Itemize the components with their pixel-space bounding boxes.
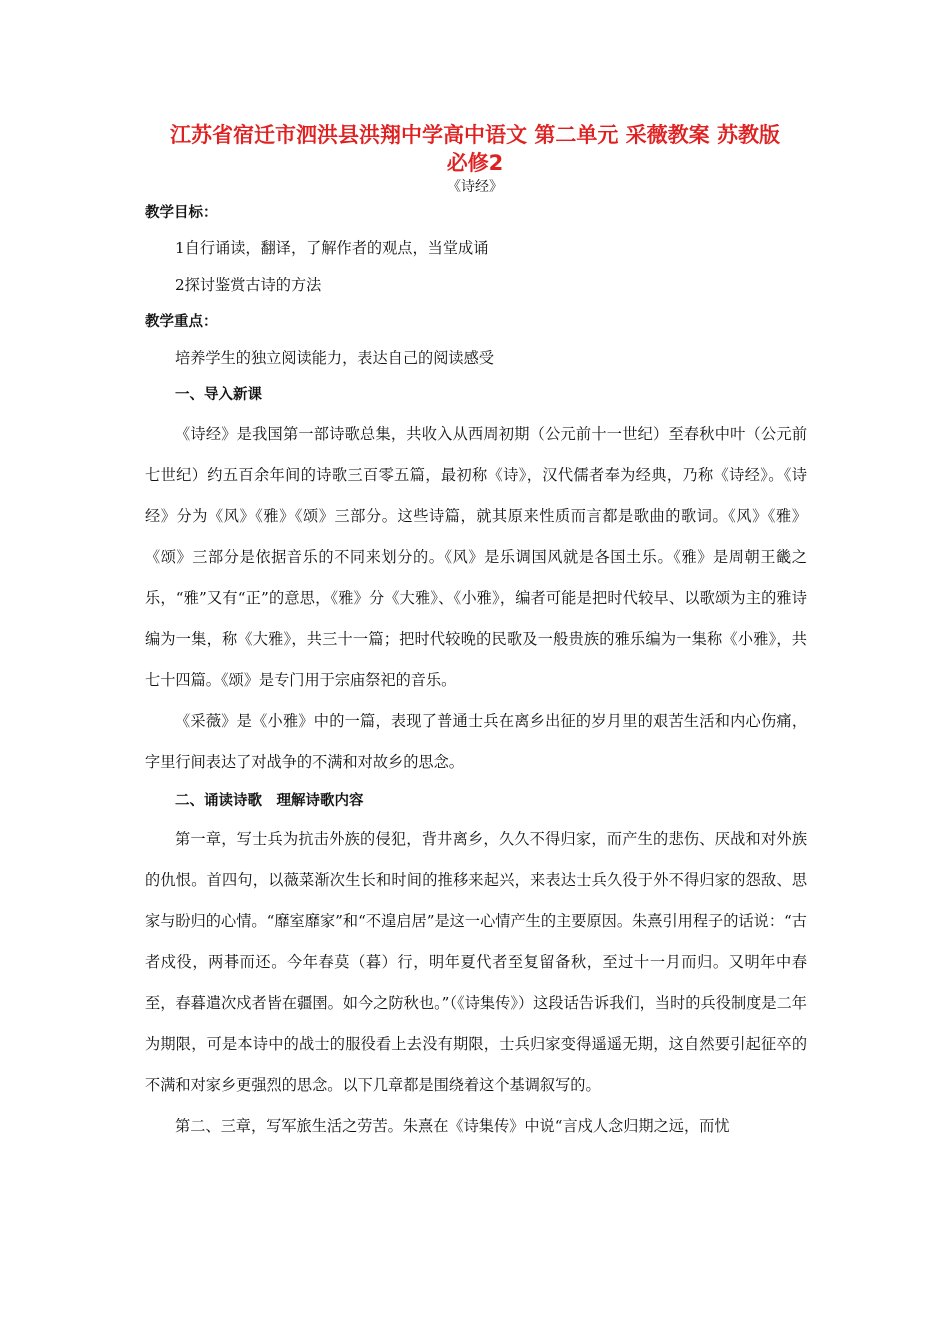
keypoint-item-1: 培养学生的独立阅读能力，表达自己的阅读感受 bbox=[175, 349, 494, 367]
objectives-heading: 教学目标： bbox=[145, 205, 218, 221]
title-line-2: 必修2 bbox=[446, 151, 504, 175]
paragraph-1: 《诗经》是我国第一部诗歌总集，共收入从西周初期（公元前十一世纪）至春秋中叶（公元前七世纪）约五百余年间的诗歌三百零五篇，最初称《诗》，汉代儒者奉为经典，乃称《诗经》。《诗经》分为《风》《雅》《颂》三部分。这些诗篇，就其原来性质而言都是歌曲的歌词。《风》《雅》《颂》三部分是依据音乐的不同来划分的。《风》是乐调国风就是各国土乐。《雅》是周朝王畿之乐，“雅”又有“正”的意思，《雅》分《大雅》、《小雅》，编者可能是把时代较早、以歌颂为主的雅诗编为一集，称《大雅》，共三十一篇；把时代较晚的民歌及一般贵族的雅乐编为一集称《小雅》，共七十四篇。《颂》是专门用于宗庙祭祀的音乐。 bbox=[145, 425, 807, 689]
paragraph-3: 第一章，写士兵为抗击外族的侵犯，背井离乡，久久不得归家，而产生的悲伤、厌战和对外族的仇恨。首四句，以薇菜渐次生长和时间的推移来起兴，来表达士兵久役于外不得归家的怨敌、思家与盼归的心情。“靡室靡家”和“不遑启居”是这一心情产生的主要原因。朱熹引用程子的话说：“古者戍役，两朞而还。今年春莫（暮）行，明年夏代者至复留备秋，至过十一月而归。又明年中春至，春暮遣次戍者皆在疆圉。如今之防秋也。”（《诗集传》）这段话告诉我们，当时的兵役制度是二年为期限，可是本诗中的战士的服役看上去没有期限，士兵归家变得遥遥无期，这自然要引起征卒的不满和对家乡更强烈的思念。以下几章都是围绕着这个基调叙写的。 bbox=[145, 830, 807, 1094]
document-body bbox=[145, 197, 807, 1147]
document-subtitle: 《诗经》 bbox=[447, 179, 503, 195]
objective-item-2: 2探讨鉴赏古诗的方法 bbox=[175, 276, 322, 294]
objective-item-1: 1自行诵读，翻译，了解作者的观点，当堂成诵 bbox=[175, 239, 489, 257]
document-title bbox=[130, 121, 820, 177]
section-heading-2: 二、诵读诗歌 理解诗歌内容 bbox=[175, 793, 364, 809]
paragraph-2: 《采薇》是《小雅》中的一篇，表现了普通士兵在离乡出征的岁月里的艰苦生活和内心伤痛，字里行间表达了对战争的不满和对故乡的思念。 bbox=[145, 712, 807, 771]
title-line-1: 江苏省宿迁市泗洪县洪翔中学高中语文 第二单元 采薇教案 苏教版 bbox=[170, 123, 780, 147]
section-heading-1: 一、导入新课 bbox=[175, 387, 262, 403]
keypoint-heading: 教学重点： bbox=[145, 314, 218, 330]
paragraph-4: 第二、三章，写军旅生活之劳苦。朱熹在《诗集传》中说“言戍人念归期之远，而忧 bbox=[175, 1117, 730, 1135]
